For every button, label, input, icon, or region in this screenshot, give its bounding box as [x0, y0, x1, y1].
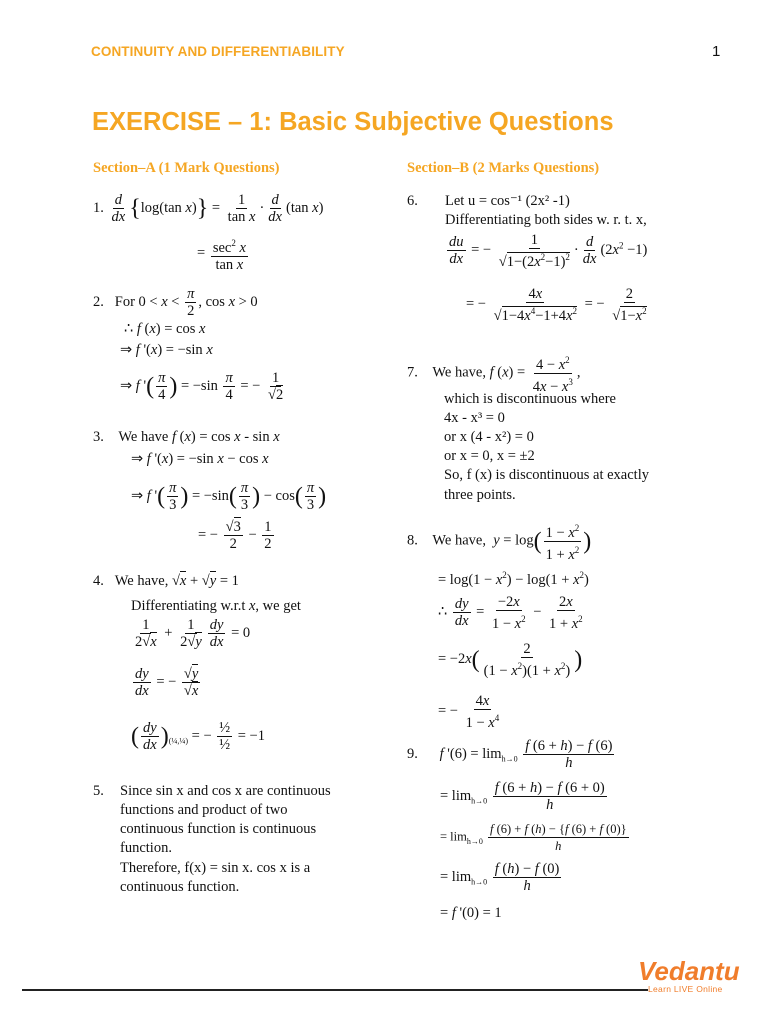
q4-line5: ( $\frac{dy}{dx}$ )$_{(\frac{1}{4},\frac{1}{4})}$ = − $\frac{\text{½}}{\text{½}}$ = −1 — [131, 720, 265, 753]
section-a-heading: Section–A (1 Mark Questions) — [93, 160, 280, 176]
q4-line1: 4. We have, √x + √y = 1 — [93, 573, 239, 589]
q6-line1: Let u = cos⁻¹ (2x² -1) — [445, 193, 570, 209]
q7-line2: which is discontinuous where — [444, 391, 616, 407]
q3-line2: ⇒ f '(x) = −sin x − cos x — [131, 451, 269, 467]
q4-line3: $\frac{1}{2√x}$ + $\frac{1}{2√y}$ $\frac{dy}{dx}$ = 0 — [135, 617, 251, 650]
q3-line1: 3. We have f (x) = cos x - sin x — [93, 429, 280, 445]
q8-line5: = − $\frac{4x}{1 - x^4}$ — [438, 693, 500, 731]
q9-line5: = f '(0) = 1 — [440, 905, 502, 921]
q7-line6: So, f (x) is discontinuous at exactly — [444, 467, 649, 483]
q2-line3: ⇒ f '(x) = −sin x — [120, 342, 213, 358]
q9-line3: = $\lim_{h\to 0}$ $\frac{f (6) + f (h) - \{f (6) + f (0)\}}{h}$ — [440, 822, 627, 853]
vedantu-tagline: Learn LIVE Online — [648, 984, 723, 994]
q7-line1: 7. We have, f (x) = $\frac{4 - x^2}{4x - x^3}$ , — [407, 352, 580, 395]
q5-line: Since sin x and cos x are continuous — [120, 783, 331, 799]
q5-number: 5. — [93, 783, 104, 799]
q8-line3: ∴ $\frac{dy}{dx}$ = $\frac{-2x}{1 - x^2}$ − $\frac{2x}{1 + x^2}$ — [438, 594, 583, 632]
q8-line4: = −2x( $\frac{2}{(1 - x^2)(1 + x^2)}$ ) — [438, 641, 583, 679]
q3-line3: ⇒ f '( $\frac{\pi}{3}$ ) = −sin( $\frac{\pi}{3}$ ) − cos( $\frac{\pi}{3}$ ) — [131, 480, 327, 513]
q8-line1: 8. We have, y = log( $\frac{1 - x^2}{1 + x^2}$ ) — [407, 520, 591, 563]
q5-line: continuous function is continuous — [120, 821, 317, 837]
q6-number: 6. — [407, 193, 418, 209]
q4-line4: $\frac{dy}{dx}$ = − $\frac{√y}{√x}$ — [135, 666, 199, 699]
q1-line2: = $\frac{\sec^2 x}{\text{tan x}}$ — [197, 235, 250, 273]
q7-line5: or x = 0, x = ±2 — [444, 448, 535, 464]
q2-line1: 2. For 0 < x < $\frac{\pi}{2}$ , cos x > 0 — [93, 286, 258, 319]
q1-line1: 1. $\frac{d}{dx}$ {log(tan x)} = $\frac{1}{\text{tan x}}$ · $\frac{d}{dx}$ (tan x) — [93, 192, 324, 225]
chapter-header: CONTINUITY AND DIFFERENTIABILITY — [91, 44, 345, 59]
q9-line2: = $\lim_{h\to 0}$ $\frac{f (6 + h) - f (6 + 0)}{h}$ — [440, 780, 605, 813]
q7-line7: three points. — [444, 487, 516, 503]
page-number: 1 — [712, 43, 721, 60]
q7-line4: or x (4 - x²) = 0 — [444, 429, 534, 445]
q9-line4: = $\lim_{h\to 0}$ $\frac{f (h) - f (0)}{h}$ — [440, 861, 560, 894]
q5-line: continuous function. — [120, 879, 240, 895]
q9-line1: 9. f '$(6) = \lim_{h\to 0}$ $\frac{f (6 + h) - f (6)}{h}$ — [407, 738, 613, 771]
q3-line4: = − $\frac{√3}{2}$ − $\frac{1}{2}$ — [198, 519, 272, 552]
q6-line2: Differentiating both sides w. r. t. x, — [445, 212, 647, 228]
q6-line4: = − $\frac{4x}{√1-4x^4-1+4x^2}$ = − $\frac{2}{√1-x^2}$ — [466, 286, 647, 324]
q2-line4: ⇒ f '( $\frac{\pi}{4}$ ) = −sin $\frac{\pi}{4}$ = − $\frac{1}{√2}$ — [120, 370, 284, 403]
q5-line: functions and product of two — [120, 802, 288, 818]
q2-line2: ∴ f (x) = cos x — [124, 321, 206, 337]
footer-rule — [22, 989, 648, 991]
q8-line2: = $\log(1 - x^2) - \log(1 + x^2)$ — [438, 570, 589, 588]
q4-line2: Differentiating w.r.t x, we get — [131, 598, 301, 614]
q6-line3: $\frac{du}{dx}$ = − $\frac{1}{√1-(2x^2-1)^2}$ · $\frac{d}{dx}$ $(2x^2 -1)$ — [449, 232, 648, 270]
q5-line: function. — [120, 840, 172, 856]
vedantu-logo: Vedantu — [638, 956, 740, 986]
q5-line: Therefore, f(x) = sin x. cos x is a — [120, 860, 311, 876]
q7-line3: 4x - x³ = 0 — [444, 410, 505, 426]
exercise-title: EXERCISE – 1: Basic Subjective Questions — [92, 108, 614, 136]
section-b-heading: Section–B (2 Marks Questions) — [407, 160, 600, 176]
